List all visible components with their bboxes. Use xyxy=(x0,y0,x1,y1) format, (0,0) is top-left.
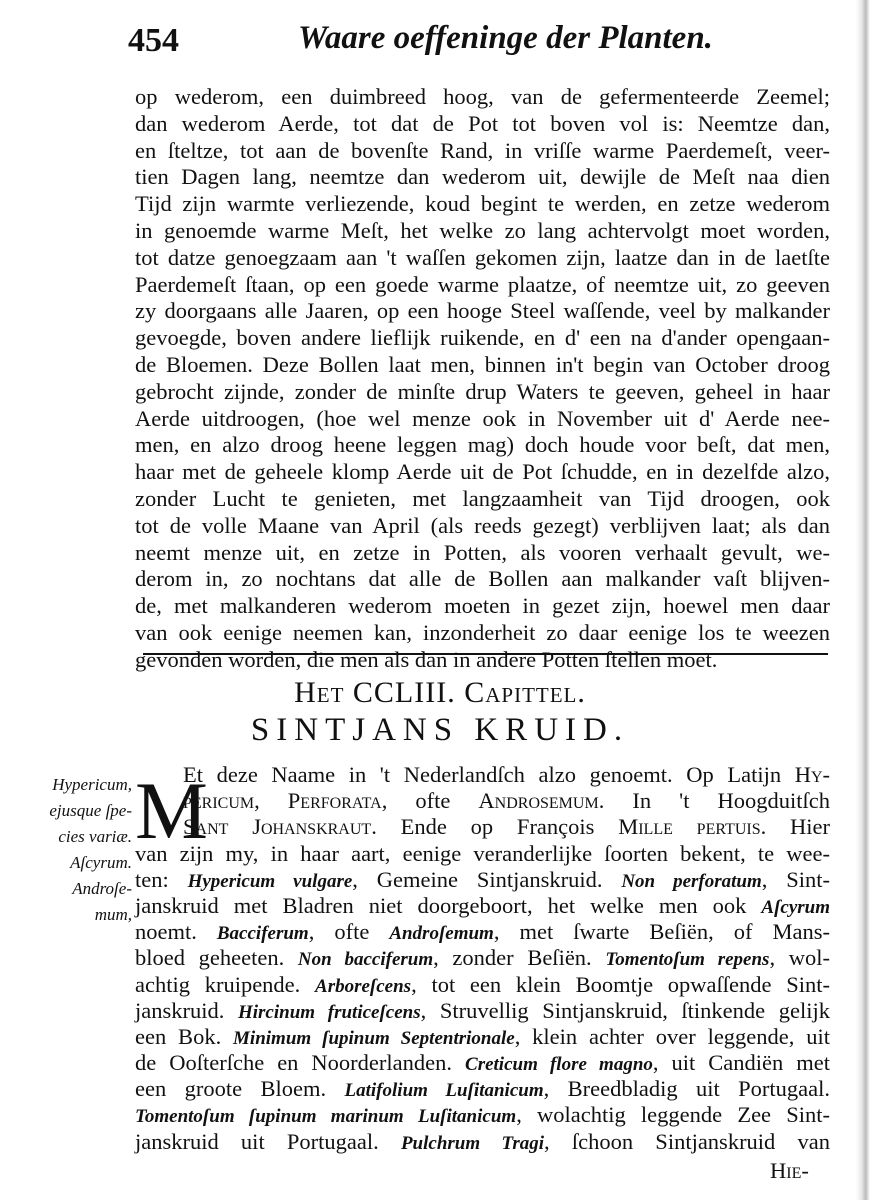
text-line xyxy=(135,647,830,674)
text-line xyxy=(135,841,830,867)
text-segment: zonder Lucht te genieten, met langzaamheit van Tijd droogen, ook xyxy=(135,485,830,511)
catchword: Hie- xyxy=(770,1158,809,1183)
text-segment: , met ſwarte Beſiën, of Mans- xyxy=(493,919,830,945)
text-segment: , uit Candiën met xyxy=(652,1050,830,1076)
margin-note: Hypericum, xyxy=(52,775,132,794)
text-segment: men, en alzo droog heene leggen mag) doch houde voor beſt, dat men, xyxy=(135,432,830,458)
text-line xyxy=(135,593,830,620)
text-segment: Et deze Naame in 't Nederlandſch alzo genoemt. Op Latijn xyxy=(183,762,795,787)
text-line xyxy=(135,1129,830,1155)
latin-name: Arboreſcens xyxy=(315,975,412,997)
latin-name: Minimum ſupinum Septentrionale xyxy=(233,1027,515,1049)
text-segment: bloed geheeten. xyxy=(135,945,298,971)
text-segment: pericum, Perforata xyxy=(183,788,382,814)
margin-note: ejusque ſpe- xyxy=(49,801,132,820)
text-segment: van zijn my, in haar aart, eenige veranderlijke ſoorten bekent, te wee- xyxy=(135,840,830,866)
text-segment: Androsemum xyxy=(478,788,599,814)
margin-note: mum, xyxy=(94,905,132,924)
text-segment: , tot een klein Boomtje opwaſſende Sint- xyxy=(411,971,830,997)
latin-name: Creticum flore magno xyxy=(465,1054,653,1076)
text-line xyxy=(135,540,830,567)
text-line xyxy=(135,998,830,1024)
latin-name: Non perforatum xyxy=(621,870,762,892)
text-line xyxy=(135,513,830,540)
latin-name: Androſemum xyxy=(389,923,494,945)
text-line xyxy=(135,486,830,513)
text-line xyxy=(135,867,830,893)
text-line xyxy=(135,272,830,299)
text-segment: gevonden worden, die men als dan in andere Potten ſtellen moet. xyxy=(135,646,718,672)
margin-notes xyxy=(28,772,132,928)
latin-name: Bacciferum xyxy=(216,923,309,945)
text-segment: , ofte xyxy=(308,919,390,945)
text-segment: haar met de geheele klomp Aerde uit de Pot ſchudde, en in dezelfde alzo, xyxy=(135,459,830,485)
text-segment: janskruid. xyxy=(135,997,238,1023)
text-segment: . In 't Hoogduitſch xyxy=(598,788,830,814)
text-line xyxy=(135,432,830,459)
text-line xyxy=(135,893,830,919)
text-line xyxy=(135,379,830,406)
text-segment: , ofte xyxy=(381,788,479,814)
page-edge xyxy=(856,0,870,1200)
text-segment: , Breedbladig uit Portugaal. xyxy=(543,1076,831,1102)
latin-name: Tomentoſum repens xyxy=(605,949,770,971)
text-segment: op wederom, een duimbreed hoog, van de gefermenteerde Zeemel; xyxy=(135,84,830,109)
text-line xyxy=(183,762,830,788)
text-segment: , wol- xyxy=(769,945,830,971)
text-segment: Aerde uitdroogen, (hoe wel menze ook in November uit d' Aerde nee- xyxy=(135,405,830,431)
text-segment: , Sint- xyxy=(761,866,831,892)
text-line xyxy=(135,566,830,593)
chapter-heading: Het CCLIII. Capittel. xyxy=(294,676,586,709)
text-segment: gebrocht zijnde, zonder de minſte drup Waters te geeven, geheel in haar xyxy=(135,378,830,404)
text-line xyxy=(135,84,830,111)
text-segment: ten: xyxy=(135,866,188,892)
text-segment: de Ooſterſche en Noorderlanden. xyxy=(135,1050,466,1076)
text-line xyxy=(135,111,830,138)
drop-cap: M xyxy=(135,765,208,856)
text-line xyxy=(135,919,830,945)
text-segment: janskruid met Bladren niet doorgeboort, het welke men ook xyxy=(135,892,762,918)
text-segment: een Bok. xyxy=(135,1023,234,1049)
text-segment: de Bloemen. Deze Bollen laat men, binnen in't begin van October droog xyxy=(135,351,830,377)
text-segment: , klein achter over leggende, uit xyxy=(514,1023,830,1049)
text-line xyxy=(135,245,830,272)
text-line xyxy=(135,298,830,325)
text-line xyxy=(135,352,830,379)
text-segment: een groote Bloem. xyxy=(135,1076,345,1102)
text-line xyxy=(135,164,830,191)
text-line xyxy=(135,620,830,647)
text-segment: , Struvellig Sintjanskruid, ſtinkende gelijk xyxy=(420,997,830,1023)
text-segment: Mille pertuis xyxy=(618,814,761,840)
body-text-section-1 xyxy=(135,84,830,674)
text-segment: , Gemeine Sintjanskruid. xyxy=(352,866,622,892)
text-segment: tot datze genoegzaam aan 't waſſen gekomen zijn, laatze dan in de laetſte xyxy=(135,244,830,270)
text-line xyxy=(135,325,830,352)
text-segment: . Hier xyxy=(760,814,831,840)
margin-note: Aſcyrum. xyxy=(70,853,132,872)
text-segment: Paerdemeſt ſtaan, op een goede warme plaatze, of neemtze uit, zo geeven xyxy=(135,271,830,297)
latin-name: Pulchrum Tragi xyxy=(400,1132,545,1154)
text-segment: Tijd zijn warmte verliezende, koud begint te werden, en zetze wederom xyxy=(135,191,830,217)
text-line xyxy=(135,972,830,998)
latin-name: Tomentoſum ſupinum marinum Luſitanicum xyxy=(135,1106,517,1128)
text-line xyxy=(135,1102,830,1128)
text-segment: gevoegde, boven andere lieflijk ruikende, en d' een na d'ander opengaan- xyxy=(135,325,830,351)
text-line xyxy=(135,1050,830,1076)
text-segment: achtig kruipende. xyxy=(135,971,316,997)
text-segment: zy doorgaans alle Jaaren, op een hooge Steel waſſende, veel by malkander xyxy=(135,298,830,324)
text-segment: . Ende op François xyxy=(371,814,619,840)
text-line xyxy=(135,406,830,433)
text-segment: , zonder Beſiën. xyxy=(433,945,606,971)
margin-note: cies variæ. xyxy=(58,827,132,846)
chapter-title: SINTJANS KRUID. xyxy=(250,712,630,748)
text-segment: janskruid uit Portugaal. xyxy=(135,1128,401,1154)
text-segment: noemt. xyxy=(135,919,217,945)
text-segment: van ook eenige neemen kan, inzonderheit zo daar eenige los te weezen xyxy=(135,619,830,645)
section-divider xyxy=(143,653,828,655)
text-line xyxy=(135,218,830,245)
text-line xyxy=(135,1076,830,1102)
text-segment: Hy- xyxy=(794,762,830,787)
latin-name: Hypericum vulgare xyxy=(187,870,353,892)
running-title: Waare oeffeninge der Planten. xyxy=(298,20,713,56)
text-line xyxy=(135,945,830,971)
text-segment: en ſteltze, tot aan de bovenſte Rand, in vriſſe warme Paerdemeſt, veer- xyxy=(135,137,830,163)
margin-note: Androſe- xyxy=(72,879,132,898)
text-segment: , wolachtig leggende Zee Sint- xyxy=(516,1102,830,1128)
body-text-section-2 xyxy=(135,762,830,1155)
text-segment: tot de volle Maane van April (als reeds gezegt) verblijven laat; als dan xyxy=(135,512,830,538)
latin-name: Hircinum fruticeſcens xyxy=(237,1001,421,1023)
text-line xyxy=(183,814,830,840)
text-segment: neemt menze uit, en zetze in Potten, als vooren verhaalt gevult, we- xyxy=(135,539,830,565)
latin-name: Latifolium Luſitanicum xyxy=(344,1080,544,1102)
text-segment: de, met malkanderen wederom moeten in gezet zijn, hoewel men daar xyxy=(135,593,830,619)
latin-name: Non bacciferum xyxy=(297,949,434,971)
text-line xyxy=(135,138,830,165)
text-segment: in genoemde warme Meſt, het welke zo lang achtervolgt moet worden, xyxy=(135,217,830,243)
text-line xyxy=(183,788,830,814)
latin-name: Aſcyrum xyxy=(761,896,830,918)
text-segment: tien Dagen lang, neemtze dan wederom uit, dewijle de Meſt naa dien xyxy=(135,164,830,190)
text-line xyxy=(135,1024,830,1050)
text-segment: derom in, zo nochtans dat alle de Bollen aan malkander vaſt blijven- xyxy=(135,566,830,592)
text-segment: Sant Johanskraut xyxy=(183,814,372,840)
text-line xyxy=(135,191,830,218)
text-segment: dan wederom Aerde, tot dat de Pot tot boven vol is: Neemtze dan, xyxy=(135,110,830,136)
text-line xyxy=(135,459,830,486)
page-number: 454 xyxy=(128,22,179,59)
text-segment: , ſchoon Sintjanskruid van xyxy=(544,1128,830,1154)
